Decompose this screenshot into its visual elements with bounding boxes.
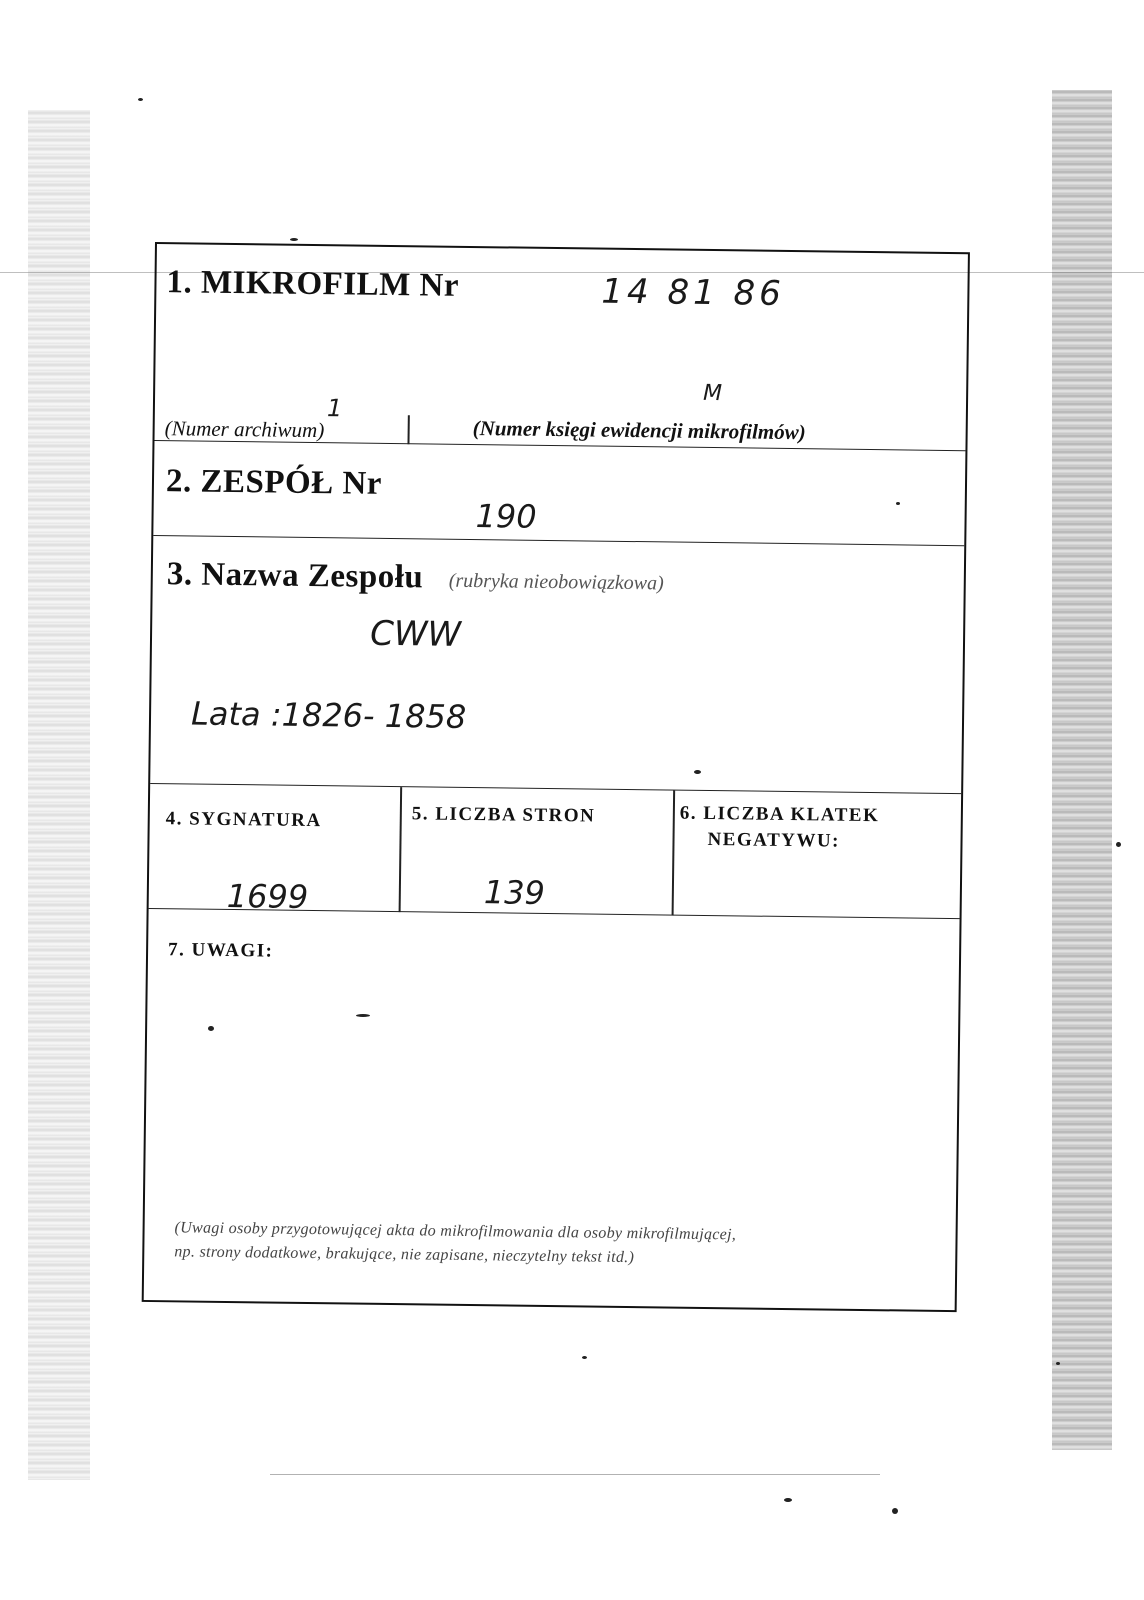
fond-name-value: CWW	[369, 613, 462, 655]
register-number-value: M	[702, 380, 723, 407]
microfilm-number-label: 1. MIKROFILM Nr	[166, 264, 460, 304]
fond-years-value: Lata :1826- 1858	[190, 694, 467, 736]
scan-speck	[1116, 842, 1121, 847]
archive-number-caption: (Numer archiwum)	[164, 416, 325, 443]
scan-speck	[896, 502, 900, 505]
register-number-caption: (Numer księgi ewidencji mikrofilmów)	[472, 416, 806, 445]
fond-number-section	[153, 441, 965, 546]
column-divider-2	[672, 791, 675, 916]
signature-pages-frames-section	[149, 784, 962, 919]
scan-speck	[892, 1508, 898, 1514]
scan-speck	[356, 1014, 370, 1017]
page-count-label: 5. LICZBA STRON	[411, 803, 596, 827]
scan-edge-left	[28, 110, 90, 1480]
scan-speck	[582, 1356, 587, 1359]
archive-number-value: 1	[326, 394, 343, 423]
microfilm-number-value: 14 81 86	[601, 271, 786, 314]
remarks-label: 7. UWAGI:	[167, 939, 274, 962]
remarks-footnote-line1: (Uwagi osoby przygotowującej akta do mikrofilmowania dla osoby mikrofilmującej,	[174, 1219, 737, 1244]
scan-speck	[208, 1026, 214, 1031]
frame-count-label-line1: 6. LICZBA KLATEK	[679, 802, 880, 827]
signature-label: 4. SYGNATURA	[165, 808, 322, 832]
scan-speck	[290, 238, 298, 241]
fond-name-section	[150, 536, 964, 794]
scan-speck	[138, 98, 143, 101]
frame-count-label-line2: NEGATYWU:	[707, 828, 841, 852]
subfield-divider	[407, 415, 409, 444]
fond-number-label: 2. ZESPÓŁ Nr	[165, 463, 383, 502]
signature-value: 1699	[226, 876, 309, 916]
column-divider-1	[399, 787, 402, 912]
page-count-value: 139	[483, 873, 546, 912]
fond-name-optional-note: (rubryka nieobowiązkowa)	[448, 569, 664, 595]
scan-line-bottom	[270, 1474, 880, 1475]
scan-edge-right	[1052, 90, 1112, 1450]
fond-number-value: 190	[475, 497, 537, 536]
remarks-footnote-line2: np. strony dodatkowe, brakujące, nie zapisane, nieczytelny tekst itd.)	[174, 1243, 635, 1267]
scan-speck	[1056, 1362, 1060, 1365]
scan-speck	[694, 770, 701, 774]
scan-speck	[784, 1498, 792, 1502]
microfilm-number-section	[154, 244, 967, 451]
remarks-section	[144, 909, 960, 1312]
microfilm-form-card	[142, 242, 970, 1312]
fond-name-label: 3. Nazwa Zespołu	[166, 556, 424, 596]
